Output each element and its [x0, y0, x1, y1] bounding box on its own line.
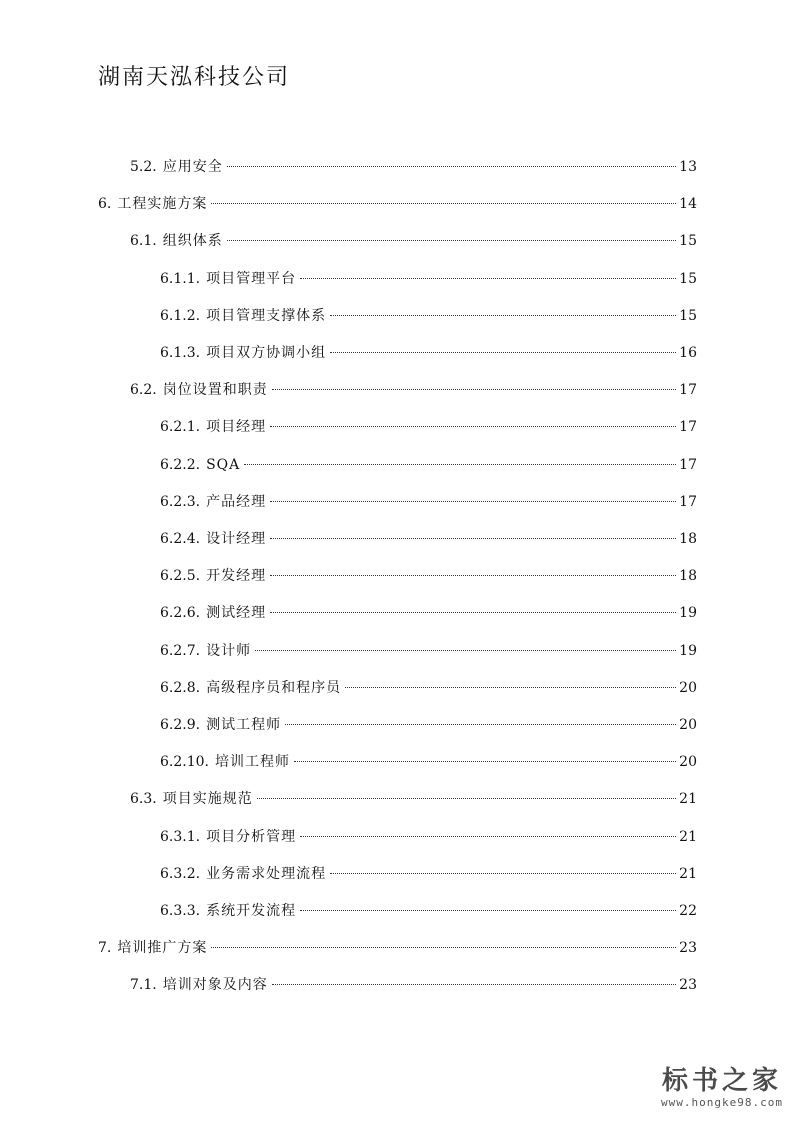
toc-dot-leader [272, 389, 676, 390]
toc-dot-leader [270, 501, 676, 502]
toc-entry[interactable] [130, 155, 697, 179]
toc-entry-number: 6.2.6. [160, 605, 201, 621]
toc-entry-number: 6.2.9. [160, 717, 201, 733]
toc-entry-number: 6.2.2. [160, 457, 201, 473]
toc-dot-leader [285, 724, 676, 725]
toc-dot-leader [257, 798, 676, 799]
toc-dot-leader [300, 910, 676, 911]
toc-dot-leader [227, 166, 676, 167]
toc-entry-page: 17 [679, 494, 697, 510]
toc-dot-leader [330, 352, 676, 353]
toc-dot-leader [300, 278, 676, 279]
toc-entry-title: SQA [206, 457, 241, 473]
toc-entry-page: 21 [679, 866, 697, 882]
toc-entry[interactable] [160, 899, 697, 923]
toc-entry-page: 17 [679, 382, 697, 398]
toc-entry[interactable] [160, 527, 697, 551]
toc-entry-title: 岗位设置和职责 [162, 382, 268, 398]
toc-dot-leader [272, 984, 676, 985]
toc-entry-page: 23 [679, 940, 697, 956]
toc-entry-page: 20 [679, 680, 697, 696]
toc-entry-title: 项目双方协调小组 [206, 345, 327, 361]
toc-entry-number: 6. [98, 196, 112, 212]
toc-entry[interactable] [130, 229, 697, 253]
company-header: 湖南天泓科技公司 [98, 65, 291, 90]
toc-entry[interactable] [98, 936, 697, 960]
toc-entry-page: 21 [679, 791, 697, 807]
toc-entry-number: 6.2. [130, 382, 157, 398]
toc-dot-leader [330, 315, 676, 316]
toc-entry-number: 6.1.1. [160, 271, 201, 287]
watermark-logo [658, 1066, 786, 1109]
toc-entry-title: 产品经理 [206, 494, 267, 510]
toc-dot-leader [211, 947, 676, 948]
toc-entry[interactable] [160, 601, 697, 625]
toc-entry-number: 6.3. [130, 791, 157, 807]
toc-entry[interactable] [160, 676, 697, 700]
toc-entry-page: 21 [679, 829, 697, 845]
toc-entry[interactable] [160, 453, 697, 477]
toc-entry[interactable] [160, 825, 697, 849]
toc-entry-title: 项目管理平台 [206, 271, 297, 287]
toc-entry-number: 6.2.1. [160, 419, 201, 435]
toc-entry[interactable] [130, 787, 697, 811]
toc-dot-leader [244, 464, 676, 465]
toc-entry-page: 20 [679, 717, 697, 733]
toc-entry-number: 7.1. [130, 977, 157, 993]
toc-entry-title: 培训工程师 [214, 754, 290, 770]
toc-entry[interactable] [160, 750, 697, 774]
toc-entry-number: 6.2.5. [160, 568, 201, 584]
toc-entry-title: 培训推广方案 [117, 940, 208, 956]
toc-dot-leader [270, 538, 676, 539]
watermark-url: www.hongke98.com [661, 1096, 783, 1109]
toc-entry-number: 6.2.3. [160, 494, 201, 510]
toc-entry-title: 高级程序员和程序员 [206, 680, 342, 696]
toc-entry-number: 6.2.8. [160, 680, 201, 696]
toc-entry-title: 项目经理 [206, 419, 267, 435]
toc-entry-number: 6.3.2. [160, 866, 201, 882]
toc-entry-page: 18 [679, 568, 697, 584]
toc-entry-page: 15 [679, 233, 697, 249]
toc-entry-number: 5.2. [130, 159, 157, 175]
toc-entry-page: 17 [679, 457, 697, 473]
toc-dot-leader [255, 650, 676, 651]
toc-entry-page: 15 [679, 271, 697, 287]
toc-entry[interactable] [130, 378, 697, 402]
toc-entry-number: 6.2.7. [160, 643, 201, 659]
toc-dot-leader [270, 426, 676, 427]
toc-entry[interactable] [160, 490, 697, 514]
toc-entry-page: 16 [679, 345, 697, 361]
toc-entry-page: 17 [679, 419, 697, 435]
toc-entry-number: 6.1. [130, 233, 157, 249]
toc-entry-number: 6.2.10. [160, 754, 209, 770]
toc-entry-page: 22 [679, 903, 697, 919]
toc-dot-leader [345, 687, 676, 688]
toc-entry-number: 7. [98, 940, 112, 956]
toc-entry-number: 6.3.1. [160, 829, 201, 845]
toc-entry-number: 6.1.3. [160, 345, 201, 361]
toc-entry-page: 19 [679, 605, 697, 621]
toc-entry-title: 业务需求处理流程 [206, 866, 327, 882]
toc-entry[interactable] [160, 862, 697, 886]
toc-entry-page: 15 [679, 308, 697, 324]
toc-entry[interactable] [160, 415, 697, 439]
toc-dot-leader [211, 203, 676, 204]
toc-entry-title: 工程实施方案 [117, 196, 208, 212]
toc-entry-title: 设计经理 [206, 531, 267, 547]
toc-entry-page: 18 [679, 531, 697, 547]
toc-entry[interactable] [130, 973, 697, 997]
toc-entry-number: 6.1.2. [160, 308, 201, 324]
toc-entry-title: 测试工程师 [206, 717, 282, 733]
toc-entry-title: 组织体系 [162, 233, 223, 249]
toc-entry-title: 测试经理 [206, 605, 267, 621]
toc-entry-title: 开发经理 [206, 568, 267, 584]
toc-entry-number: 6.2.4. [160, 531, 201, 547]
toc-entry[interactable] [160, 713, 697, 737]
toc-entry[interactable] [160, 341, 697, 365]
toc-entry-title: 项目分析管理 [206, 829, 297, 845]
toc-entry-page: 20 [679, 754, 697, 770]
toc-entry-title: 系统开发流程 [206, 903, 297, 919]
toc-dot-leader [270, 612, 676, 613]
toc-dot-leader [294, 761, 676, 762]
toc-entry[interactable] [160, 267, 697, 291]
toc-dot-leader [270, 575, 676, 576]
toc-entry-title: 培训对象及内容 [162, 977, 268, 993]
toc-entry-title: 应用安全 [162, 159, 223, 175]
toc-entry-page: 19 [679, 643, 697, 659]
toc-entry-number: 6.3.3. [160, 903, 201, 919]
toc-entry-title: 项目管理支撑体系 [206, 308, 327, 324]
toc-dot-leader [227, 240, 676, 241]
toc-entry-page: 14 [679, 196, 697, 212]
watermark-logo-text: 标书之家 [661, 1066, 782, 1096]
toc-entry-title: 设计师 [206, 643, 252, 659]
toc-entry[interactable] [160, 564, 697, 588]
toc-entry[interactable] [160, 304, 697, 328]
toc-dot-leader [300, 836, 676, 837]
toc-entry[interactable] [98, 192, 697, 216]
toc-entry[interactable] [160, 639, 697, 663]
toc-dot-leader [330, 873, 676, 874]
toc-entry-title: 项目实施规范 [162, 791, 253, 807]
toc-entry-page: 13 [679, 159, 697, 175]
toc-entry-page: 23 [679, 977, 697, 993]
